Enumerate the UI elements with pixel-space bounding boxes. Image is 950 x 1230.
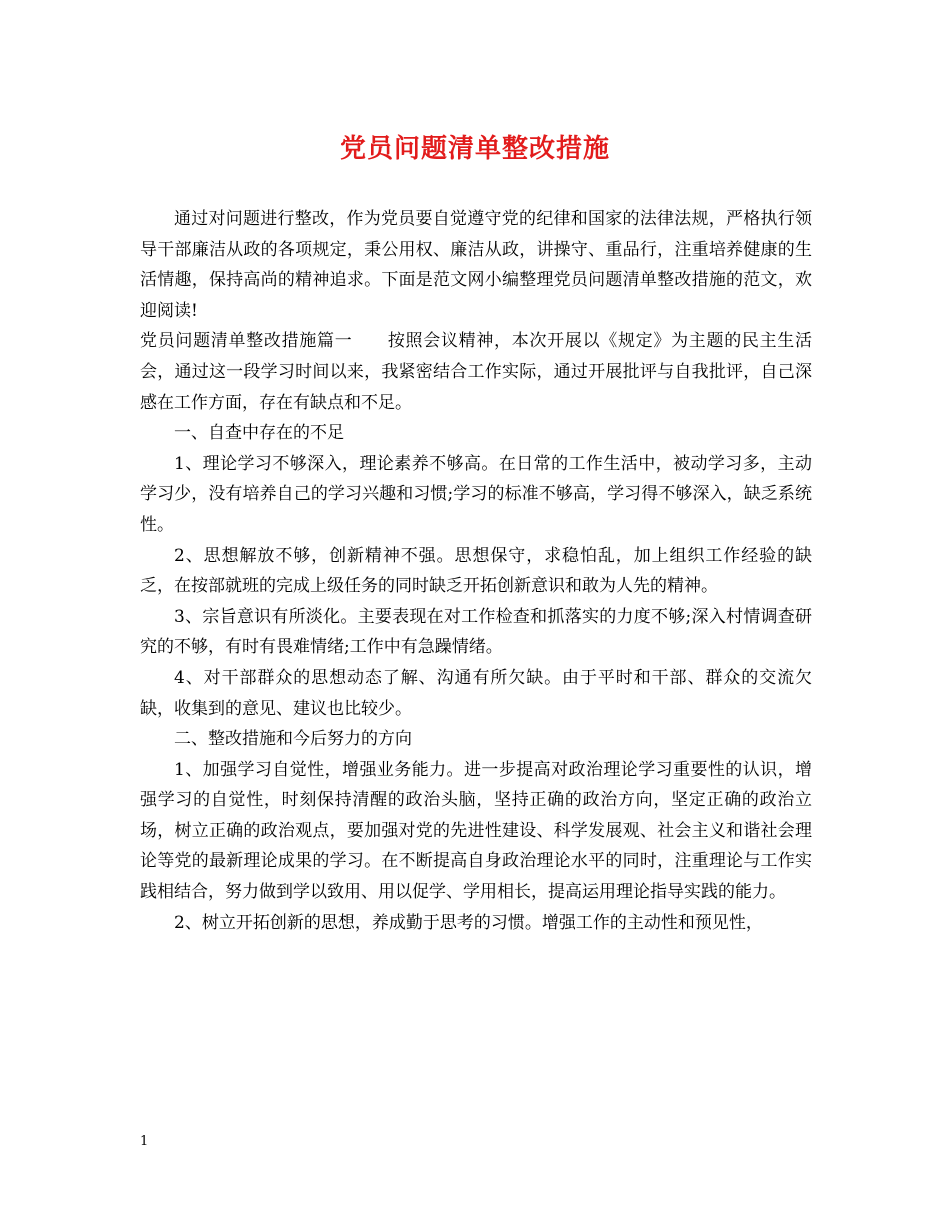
paragraph-part-one-opening: 党员问题清单整改措施篇一 按照会议精神，本次开展以《规定》为主题的民主生活会，通过这一段学习时间以来，我紧密结合工作实际，通过开展批评与自我批评，自己深感在工作方面，存在有缺点和不足。 <box>140 331 812 413</box>
page-number: 1 <box>140 1134 149 1149</box>
document-body <box>140 204 812 938</box>
paragraph-intro: 通过对问题进行整改，作为党员要自觉遵守党的纪律和国家的法律法规，严格执行领导干部廉洁从政的各项规定，秉公用权、廉洁从政，讲操守、重品行，注重培养健康的生活情趣，保持高尚的精神追求。下面是范文网小编整理党员问题清单整改措施的范文，欢迎阅读! <box>140 209 812 321</box>
paragraph-measure-2: 2、树立开拓创新的思想，养成勤于思考的习惯。增强工作的主动性和预见性， <box>174 912 763 933</box>
paragraph-shortcoming-2: 2、思想解放不够，创新精神不强。思想保守，求稳怕乱，加上组织工作经验的缺乏，在按部就班的完成上级任务的同时缺乏开拓创新意识和敢为人先的精神。 <box>140 545 812 597</box>
paragraph-measure-1: 1、加强学习自觉性，增强业务能力。进一步提高对政治理论学习重要性的认识，增强学习的自觉性，时刻保持清醒的政治头脑，坚持正确的政治方向，坚定正确的政治立场，树立正确的政治观点，要加强对党的先进性建设、科学发展观、社会主义和谐社会理论等党的最新理论成果的学习。在不断提高自身政治理论水平的同时，注重理论与工作实践相结合，努力做到学以致用、用以促学、学用相长，提高运用理论指导实践的能力。 <box>140 759 812 903</box>
paragraph-shortcoming-4: 4、对干部群众的思想动态了解、沟通有所欠缺。由于平时和干部、群众的交流欠缺，收集到的意见、建议也比较少。 <box>140 667 812 719</box>
paragraph-shortcoming-1: 1、理论学习不够深入，理论素养不够高。在日常的工作生活中，被动学习多，主动学习少，没有培养自己的学习兴趣和习惯;学习的标准不够高，学习得不够深入，缺乏系统性。 <box>140 453 812 535</box>
section-heading-shortcomings: 一、自查中存在的不足 <box>174 423 344 444</box>
section-heading-measures: 二、整改措施和今后努力的方向 <box>174 729 412 750</box>
document-title: 党员问题清单整改措施 <box>339 134 610 164</box>
paragraph-shortcoming-3: 3、宗旨意识有所淡化。主要表现在对工作检查和抓落实的力度不够;深入村情调查研究的不够，有时有畏难情绪;工作中有急躁情绪。 <box>140 606 812 658</box>
